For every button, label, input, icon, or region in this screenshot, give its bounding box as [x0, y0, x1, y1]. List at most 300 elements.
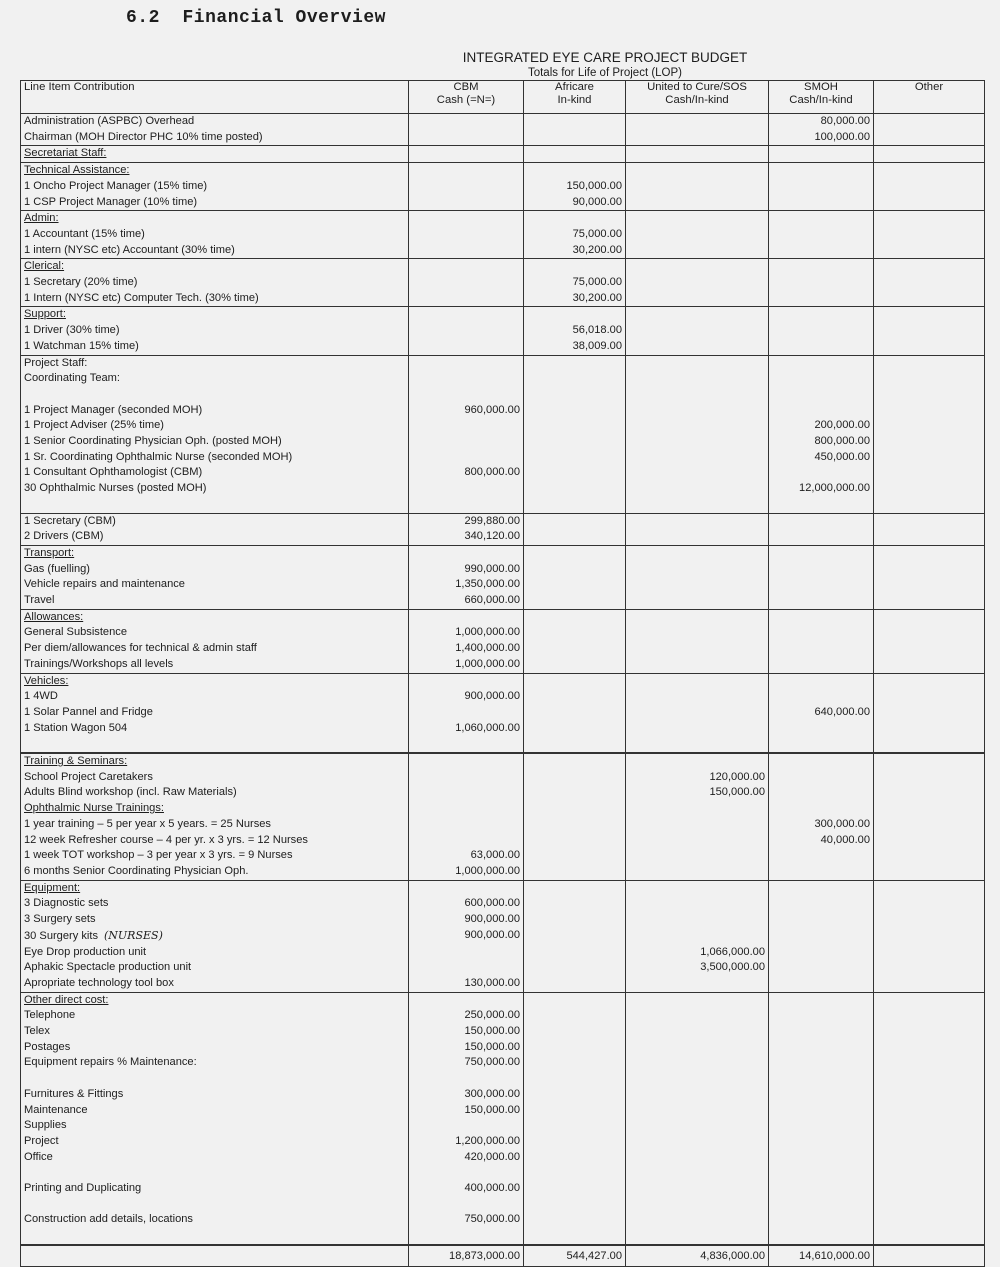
- cell-utc: [626, 1024, 769, 1040]
- line-item-label: [21, 912, 409, 928]
- cell-africare: 75,000.00: [524, 275, 626, 291]
- line-item-text: Eye Drop production unit: [24, 945, 147, 958]
- budget-row: [21, 770, 985, 786]
- line-item-label: [21, 833, 409, 849]
- cell-smoh: [769, 339, 874, 355]
- cell-other: [874, 275, 985, 291]
- cell-africare: [524, 497, 626, 513]
- cell-other: [874, 403, 985, 419]
- cell-africare: [524, 529, 626, 545]
- budget-row: [21, 434, 985, 450]
- line-item-label: [21, 673, 409, 689]
- cell-smoh: [769, 880, 874, 896]
- cell-other: [874, 848, 985, 864]
- cell-other: [874, 179, 985, 195]
- line-item-text: Transport:: [24, 546, 75, 559]
- cell-smoh: [769, 403, 874, 419]
- cell-other: [874, 1071, 985, 1087]
- cell-cbm: [409, 833, 524, 849]
- budget-row: [21, 1165, 985, 1181]
- cell-africare: [524, 801, 626, 817]
- cell-other: [874, 1134, 985, 1150]
- cell-africare: [524, 705, 626, 721]
- cell-cbm: [409, 163, 524, 179]
- cell-utc: [626, 211, 769, 227]
- line-item-label: [21, 753, 409, 770]
- budget-table: [20, 80, 985, 1267]
- line-item-label: [21, 1118, 409, 1134]
- cell-utc: [626, 291, 769, 307]
- cell-utc: [626, 130, 769, 146]
- cell-utc: [626, 1228, 769, 1245]
- cell-africare: [524, 513, 626, 529]
- line-item-label: [21, 562, 409, 578]
- line-item-text: 1 Project Manager (seconded MOH): [24, 403, 203, 416]
- line-item-label: [21, 130, 409, 146]
- cell-utc: [626, 275, 769, 291]
- line-item-label: [21, 323, 409, 339]
- cell-smoh: [769, 1197, 874, 1213]
- line-item-text: Clerical:: [24, 260, 65, 273]
- budget-row: [21, 593, 985, 609]
- cell-other: [874, 593, 985, 609]
- cell-utc: [626, 465, 769, 481]
- budget-row: [21, 307, 985, 323]
- budget-row: [21, 275, 985, 291]
- line-item-label: [21, 243, 409, 259]
- line-item-label: [21, 625, 409, 641]
- cell-other: [874, 497, 985, 513]
- budget-body: [21, 114, 985, 1245]
- line-item-text: Maintenance: [24, 1103, 88, 1116]
- budget-row: [21, 371, 985, 387]
- cell-africare: [524, 593, 626, 609]
- budget-row: [21, 1087, 985, 1103]
- budget-row: [21, 928, 985, 945]
- cell-smoh: [769, 163, 874, 179]
- cell-utc: [626, 434, 769, 450]
- cell-utc: [626, 1055, 769, 1071]
- col-utc-header: [626, 81, 769, 114]
- line-item-text: Construction add details, locations: [24, 1213, 193, 1226]
- cell-cbm: 1,350,000.00: [409, 577, 524, 593]
- cell-utc: [626, 418, 769, 434]
- cell-other: [874, 1165, 985, 1181]
- col-cbm-title: CBM: [453, 81, 479, 93]
- budget-row: [21, 1150, 985, 1166]
- cell-cbm: [409, 801, 524, 817]
- line-item-text: Vehicle repairs and maintenance: [24, 578, 185, 591]
- cell-smoh: [769, 513, 874, 529]
- line-item-label: [21, 945, 409, 961]
- cell-other: [874, 976, 985, 992]
- budget-row: [21, 657, 985, 673]
- cell-smoh: [769, 371, 874, 387]
- line-item-label: [21, 801, 409, 817]
- line-item-label: [21, 641, 409, 657]
- line-item-text: 1 Sr. Coordinating Ophthalmic Nurse (seconded MOH): [24, 450, 293, 463]
- cell-africare: [524, 1181, 626, 1197]
- line-item-label: [21, 146, 409, 163]
- cell-smoh: [769, 657, 874, 673]
- cell-other: [874, 1150, 985, 1166]
- cell-other: [874, 673, 985, 689]
- budget-row: [21, 896, 985, 912]
- cell-utc: [626, 339, 769, 355]
- line-item-text: 1 Watchman 15% time): [24, 339, 139, 352]
- cell-utc: [626, 736, 769, 753]
- line-item-label: [21, 450, 409, 466]
- cell-utc: [626, 1118, 769, 1134]
- cell-other: [874, 1008, 985, 1024]
- cell-smoh: [769, 945, 874, 961]
- line-item-text: 1 Senior Coordinating Physician Oph. (posted MOH): [24, 435, 282, 448]
- line-item-text: 1 Driver (30% time): [24, 324, 120, 337]
- cell-other: [874, 529, 985, 545]
- cell-utc: [626, 450, 769, 466]
- cell-utc: [626, 753, 769, 770]
- cell-smoh: [769, 227, 874, 243]
- line-item-label: [21, 1212, 409, 1228]
- total-other: [874, 1245, 985, 1267]
- cell-smoh: [769, 753, 874, 770]
- cell-smoh: [769, 307, 874, 323]
- line-item-label: [21, 960, 409, 976]
- budget-row: [21, 753, 985, 770]
- cell-other: [874, 163, 985, 179]
- budget-row: [21, 992, 985, 1008]
- cell-smoh: [769, 801, 874, 817]
- cell-africare: [524, 371, 626, 387]
- cell-smoh: [769, 1181, 874, 1197]
- cell-africare: [524, 163, 626, 179]
- cell-africare: 75,000.00: [524, 227, 626, 243]
- cell-africare: [524, 1040, 626, 1056]
- budget-row: [21, 641, 985, 657]
- cell-utc: [626, 625, 769, 641]
- cell-cbm: [409, 339, 524, 355]
- cell-cbm: 150,000.00: [409, 1024, 524, 1040]
- budget-row: [21, 387, 985, 403]
- budget-row: [21, 960, 985, 976]
- cell-utc: [626, 497, 769, 513]
- cell-cbm: [409, 673, 524, 689]
- cell-utc: [626, 146, 769, 163]
- cell-utc: 1,066,000.00: [626, 945, 769, 961]
- line-item-text: Allowances:: [24, 610, 84, 623]
- cell-smoh: [769, 1165, 874, 1181]
- cell-cbm: 660,000.00: [409, 593, 524, 609]
- cell-cbm: 800,000.00: [409, 465, 524, 481]
- cell-smoh: [769, 721, 874, 737]
- cell-utc: [626, 833, 769, 849]
- cell-utc: [626, 307, 769, 323]
- cell-cbm: [409, 179, 524, 195]
- cell-utc: [626, 673, 769, 689]
- line-item-label: [21, 1071, 409, 1087]
- handwritten-note: (NURSES): [104, 928, 163, 942]
- budget-row: [21, 323, 985, 339]
- cell-smoh: [769, 1118, 874, 1134]
- cell-africare: [524, 609, 626, 625]
- cell-smoh: [769, 243, 874, 259]
- line-item-label: [21, 179, 409, 195]
- cell-cbm: [409, 323, 524, 339]
- cell-africare: [524, 1150, 626, 1166]
- cell-africare: [524, 657, 626, 673]
- line-item-text: Ophthalmic Nurse Trainings:: [24, 802, 164, 815]
- cell-cbm: 299,880.00: [409, 513, 524, 529]
- budget-row: [21, 403, 985, 419]
- budget-row: [21, 673, 985, 689]
- budget-row: [21, 1181, 985, 1197]
- cell-africare: 90,000.00: [524, 195, 626, 211]
- cell-smoh: 800,000.00: [769, 434, 874, 450]
- line-item-label: [21, 1197, 409, 1213]
- cell-utc: [626, 1212, 769, 1228]
- cell-smoh: [769, 689, 874, 705]
- line-item-text: Equipment:: [24, 881, 81, 894]
- cell-other: [874, 833, 985, 849]
- cell-utc: [626, 195, 769, 211]
- col-other-header: Other: [874, 81, 985, 114]
- budget-row: [21, 179, 985, 195]
- line-item-label: [21, 1008, 409, 1024]
- cell-utc: [626, 371, 769, 387]
- budget-row: [21, 211, 985, 227]
- cell-other: [874, 689, 985, 705]
- line-item-text: 1 Solar Pannel and Fridge: [24, 705, 153, 718]
- cell-utc: [626, 1040, 769, 1056]
- cell-other: [874, 130, 985, 146]
- cell-other: [874, 880, 985, 896]
- cell-africare: [524, 403, 626, 419]
- col-utc-sub: Cash/In-kind: [665, 94, 729, 106]
- col-line-item-header: Line Item Contribution: [21, 81, 409, 114]
- cell-cbm: [409, 1118, 524, 1134]
- budget-row: [21, 450, 985, 466]
- cell-utc: [626, 403, 769, 419]
- budget-row: [21, 497, 985, 513]
- line-item-text: 1 4WD: [24, 690, 58, 703]
- cell-utc: [626, 243, 769, 259]
- cell-other: [874, 195, 985, 211]
- line-item-text: Chairman (MOH Director PHC 10% time posted): [24, 130, 263, 143]
- line-item-label: [21, 418, 409, 434]
- cell-cbm: 750,000.00: [409, 1212, 524, 1228]
- cell-africare: 30,200.00: [524, 243, 626, 259]
- line-item-label: [21, 1024, 409, 1040]
- line-item-label: [21, 259, 409, 275]
- cell-africare: [524, 114, 626, 130]
- line-item-label: [21, 880, 409, 896]
- line-item-label: [21, 689, 409, 705]
- cell-other: [874, 1197, 985, 1213]
- cell-africare: [524, 992, 626, 1008]
- cell-africare: [524, 1228, 626, 1245]
- budget-row: [21, 114, 985, 130]
- col-utc-title: United to Cure/SOS: [647, 81, 747, 93]
- cell-africare: [524, 387, 626, 403]
- line-item-label: [21, 992, 409, 1008]
- cell-other: [874, 146, 985, 163]
- line-item-text: 3 Surgery sets: [24, 913, 96, 926]
- line-item-text: 1 Accountant (15% time): [24, 227, 145, 240]
- cell-cbm: [409, 275, 524, 291]
- cell-cbm: [409, 1071, 524, 1087]
- budget-subtitle: Totals for Life of Project (LOP): [527, 67, 683, 79]
- line-item-label: [21, 371, 409, 387]
- cell-cbm: [409, 785, 524, 801]
- cell-smoh: [769, 625, 874, 641]
- cell-cbm: [409, 418, 524, 434]
- cell-cbm: 900,000.00: [409, 928, 524, 945]
- cell-smoh: [769, 1040, 874, 1056]
- cell-utc: 3,500,000.00: [626, 960, 769, 976]
- line-item-label: [21, 721, 409, 737]
- budget-row: [21, 1008, 985, 1024]
- cell-africare: [524, 211, 626, 227]
- cell-cbm: 600,000.00: [409, 896, 524, 912]
- cell-other: [874, 114, 985, 130]
- cell-cbm: 1,400,000.00: [409, 641, 524, 657]
- budget-row: [21, 848, 985, 864]
- cell-cbm: 300,000.00: [409, 1087, 524, 1103]
- line-item-label: [21, 1040, 409, 1056]
- line-item-text: 6 months Senior Coordinating Physician Oph.: [24, 865, 249, 877]
- cell-africare: 56,018.00: [524, 323, 626, 339]
- cell-africare: [524, 465, 626, 481]
- cell-cbm: [409, 705, 524, 721]
- cell-smoh: 100,000.00: [769, 130, 874, 146]
- cell-utc: [626, 817, 769, 833]
- cell-smoh: 200,000.00: [769, 418, 874, 434]
- cell-africare: [524, 753, 626, 770]
- cell-smoh: [769, 195, 874, 211]
- total-africare: 544,427.00: [524, 1245, 626, 1267]
- cell-utc: [626, 1103, 769, 1119]
- cell-africare: [524, 785, 626, 801]
- cell-cbm: [409, 243, 524, 259]
- line-item-text: School Project Caretakers: [24, 770, 153, 783]
- budget-row: [21, 130, 985, 146]
- cell-other: [874, 705, 985, 721]
- line-item-text: Supplies: [24, 1119, 67, 1132]
- cell-other: [874, 770, 985, 786]
- cell-cbm: [409, 736, 524, 753]
- cell-other: [874, 1087, 985, 1103]
- cell-utc: [626, 1071, 769, 1087]
- line-item-text: Adults Blind workshop (incl. Raw Materials): [24, 786, 237, 799]
- cell-smoh: [769, 562, 874, 578]
- cell-other: [874, 577, 985, 593]
- budget-row: [21, 418, 985, 434]
- cell-cbm: [409, 114, 524, 130]
- line-item-label: [21, 593, 409, 609]
- budget-row: [21, 1197, 985, 1213]
- cell-cbm: 750,000.00: [409, 1055, 524, 1071]
- budget-row: [21, 291, 985, 307]
- line-item-label: [21, 195, 409, 211]
- line-item-label: [21, 339, 409, 355]
- budget-row: [21, 1212, 985, 1228]
- cell-utc: [626, 163, 769, 179]
- line-item-text: Telephone: [24, 1009, 76, 1022]
- cell-africare: [524, 848, 626, 864]
- cell-africare: 38,009.00: [524, 339, 626, 355]
- cell-other: [874, 307, 985, 323]
- cell-other: [874, 211, 985, 227]
- cell-utc: [626, 545, 769, 561]
- budget-row: [21, 705, 985, 721]
- cell-utc: [626, 880, 769, 896]
- cell-other: [874, 625, 985, 641]
- cell-other: [874, 1040, 985, 1056]
- cell-utc: [626, 721, 769, 737]
- cell-africare: [524, 1024, 626, 1040]
- line-item-text: Printing and Duplicating: [24, 1182, 142, 1195]
- cell-utc: [626, 577, 769, 593]
- cell-cbm: [409, 609, 524, 625]
- line-item-label: [21, 1165, 409, 1181]
- budget-row: [21, 945, 985, 961]
- cell-utc: [626, 928, 769, 945]
- budget-row: [21, 146, 985, 163]
- cell-smoh: [769, 465, 874, 481]
- cell-africare: [524, 976, 626, 992]
- line-item-text: 12 week Refresher course – 4 per yr. x 3 yrs. = 12 Nurses: [24, 833, 308, 846]
- line-item-text: Administration (ASPBC) Overhead: [24, 115, 195, 127]
- cell-africare: [524, 146, 626, 163]
- cell-utc: [626, 689, 769, 705]
- cell-smoh: [769, 146, 874, 163]
- budget-row: [21, 864, 985, 880]
- cell-africare: [524, 880, 626, 896]
- line-item-text: Postages: [24, 1040, 71, 1053]
- cell-africare: [524, 1071, 626, 1087]
- line-item-text: Technical Assistance:: [24, 164, 130, 177]
- cell-cbm: 1,000,000.00: [409, 657, 524, 673]
- cell-africare: [524, 896, 626, 912]
- cell-other: [874, 1118, 985, 1134]
- line-item-text: Telex: [24, 1025, 50, 1038]
- cell-smoh: [769, 1008, 874, 1024]
- line-item-label: [21, 434, 409, 450]
- cell-utc: [626, 1181, 769, 1197]
- cell-smoh: [769, 960, 874, 976]
- cell-smoh: [769, 593, 874, 609]
- col-smoh-sub: Cash/In-kind: [789, 94, 853, 106]
- line-item-label: [21, 1181, 409, 1197]
- budget-row: [21, 243, 985, 259]
- cell-cbm: [409, 1165, 524, 1181]
- cell-cbm: [409, 387, 524, 403]
- cell-utc: [626, 562, 769, 578]
- line-item-label: [21, 785, 409, 801]
- line-item-text: Vehicles:: [24, 674, 69, 687]
- budget-row: [21, 1040, 985, 1056]
- line-item-text: Per diem/allowances for technical & admin staff: [24, 642, 257, 655]
- cell-smoh: 40,000.00: [769, 833, 874, 849]
- line-item-text: 1 year training – 5 per year x 5 years. = 25 Nurses: [24, 817, 271, 830]
- cell-africare: [524, 355, 626, 371]
- budget-row: [21, 609, 985, 625]
- cell-africare: [524, 1212, 626, 1228]
- budget-row: [21, 227, 985, 243]
- cell-cbm: 340,120.00: [409, 529, 524, 545]
- cell-cbm: 1,000,000.00: [409, 864, 524, 880]
- cell-africare: [524, 1055, 626, 1071]
